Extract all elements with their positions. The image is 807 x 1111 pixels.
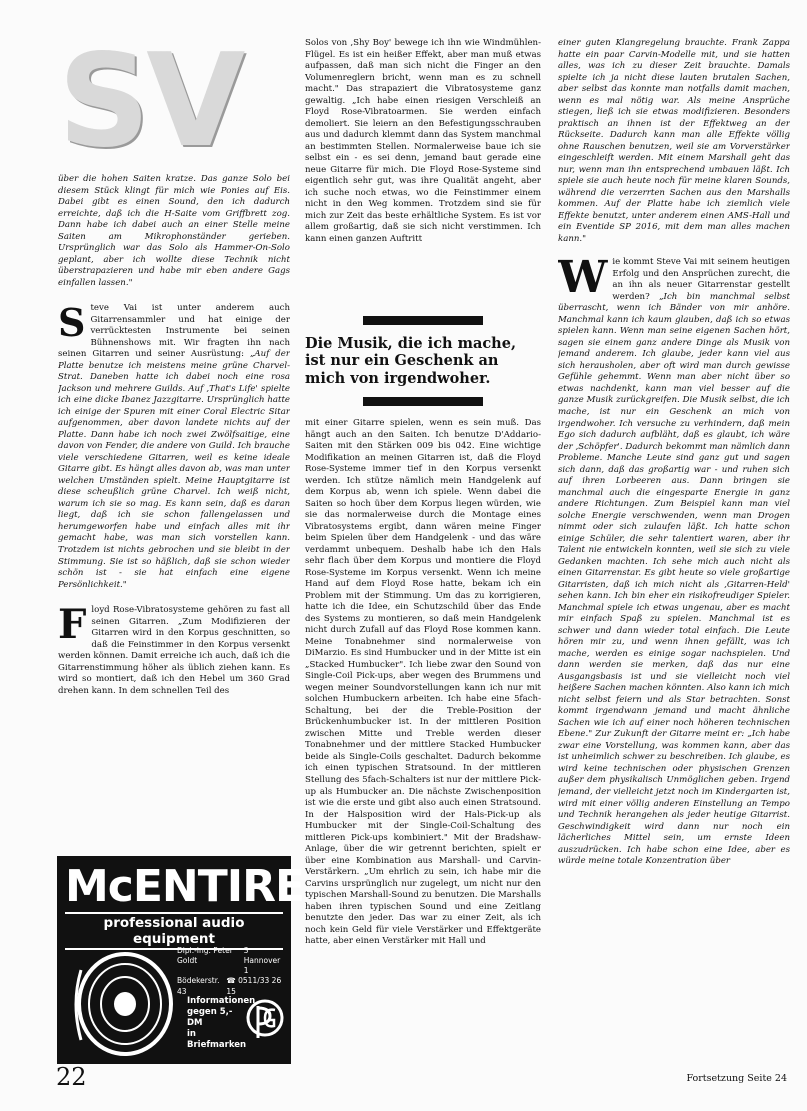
ad-contact-name: Dipl.-Ing. Peter Goldt [177, 946, 233, 966]
pull-quote [305, 316, 541, 406]
pull-quote-rule-top [363, 316, 483, 325]
column-2-bottom: mit einer Gitarre spielen, wenn es sein muß. Das hängt auch an den Saiten. Ich benutze D'Addario-Saiten mit den Stärken 009 bis 042. Eine wichtige Modifikation an meinen Gitarren ist, daß die Floyd Rose-Systeme immer tief in den Korpus versenkt werden. Ich stütze nämlich mein Handgelenk auf dem Korpus ab, wenn ich spiele. Wenn dabei die Saiten so hoch über dem Korpus liegen würden, wie sie das normalerweise durch die Montage eines Vibratosystems ergibt, dann wären meine Finger beim Spielen über dem Handgelenk - und das wäre verdammt unbequem. Deshalb habe ich den Hals sehr flach über dem Korpus und montiere die Floyd Rose-Systeme im Korpus versenkt. Wenn ich meine Hand auf dem Floyd Rose hatte, bekam ich ein Problem mit der Stimmung. Um das zu korrigieren, hatte ich die Idee, ein Schutzschild über das Ende des Systems zu montieren, so daß mein Handgelenk nicht durch Zufall auf das Floyd Rose kommen kann. Meine Tonabnehmer sind normalerweise von DiMarzio. Es sind Humbucker und in der Mitte ist ein „Stacked Humbucker". Ich liebe zwar den Sound von Single-Coil Pick-ups, aber wegen des Brummens und wegen meiner Soundvorstellungen kann ich nur mit solchen Humbuckern arbeiten. Ich habe eine 5fach-Schaltung, bei der die Treble-Position der Brückenhumbucker ist. In der mittleren Position zwischen Mitte und Treble werden dieser Tonabnehmer und der mittlere Stacked Humbucker beide als Single-Coils geschaltet. Dadurch bekomme ich einen typischen Stratsound. In der mittleren Stellung des 5fach-Schalters ist nur der mittlere Pick-up als Humbucker an. Die nächste Zwischenposition ist wie die erste und gibt also auch einen Stratsound. In der Halsposition wird der Hals-Pick-up als Humbucker mit der Single-Coil-Schaltung des mittleren Pick-ups kombiniert." Mit der Bradshaw-Anlage, über die wir getrennt berichten, spielt er über eine Kombination aus Marshall- und Carvin-Verstärkern. „Um ehrlich zu sein, ich habe mir die Carvins ursprünglich nur zugelegt, um nicht nur den typischen Marshall-Sound zu benutzen. Die Marshalls haben ihren typischen Sound und eine Zeitlang benutzte den jeder. Das war zu einer Zeit, als ich noch kein Geld für viele Verstärker und Effektgeräte hatte, aber einen Verstärker mit Hall und [305, 418, 541, 947]
ad-phone: ☎ 0511/33 26 15 [226, 976, 282, 996]
column-2-top: Solos von ‚Shy Boy' bewege ich ihn wie Windmühlen-Flügel. Es ist ein heißer Effekt, aber man muß etwas aufpassen, daß man sich nicht die Finger an den Volumenreglern bricht, wenn man es zu schnell macht." Das strapaziert die Vibratosysteme ganz gewaltig. „Ich habe einen riesigen Verschleiß an Floyd Rose-Vibratoarmen. Sie werden einfach demoliert. Sie leiern an den Befestigungsschrauben aus und dadurch klemmt dann das System manchmal an bestimmten Stellen. Normalerweise baue ich sie selbst ein - es sei denn, jemand baut gerade eine neue Gitarre für mich. Die Floyd Rose-Systeme sind eigentlich sehr gut, was ihre Qualität angeht, aber ich suche noch etwas, wo die Feinstimmer einem nicht in den Weg kommen. Trotzdem sind sie für mich zur Zeit das beste erhältliche System. Es ist vor allem großartig, daß sie sich nicht verstimmen. Ich kann einen ganzen Auftritt [305, 38, 541, 244]
speaker-icon [63, 940, 173, 1058]
col3-section [558, 252, 790, 867]
page-number: 22 [56, 1063, 87, 1091]
mcentire-advertisement [57, 856, 305, 1064]
column-1 [58, 174, 290, 854]
ad-info [187, 996, 256, 1051]
col1-section-1-quote: „Auf der Platte benutze ich meistens meine grüne Charvel-Strat. Daneben hatte ich dabei noch eine rosa Jackson und mehrere Guilds. Auf ‚That's Life' spielte ich eine dicke Ibanez Jazzgitarre. Ursprünglich hatte ich einige der Spuren mit einer Coral Electric Sitar aufgenommen, aber davon landete nichts auf der Platte. Dann habe ich noch zwei Zwölfsaitige, eine davon von Fender, die andere von Guild. Ich brauche viele verschiedene Gitarren, weil es keine ideale Gitarre gibt. Es hängt alles davon ab, was man unter welchen Umständen spielt. Meine Hauptgitarre ist diese scheußlich grüne Charvel. Ich weiß nicht, warum ich sie so mag. Es kann sein, daß es daran liegt, daß ich sie schon fallengelassen und herumgeworfen habe und einfach alles mit ihr gemacht habe, was man sich vorstellen kann. Trotzdem ist nichts gebrochen und sie bleibt in der Stimmung. Sie ist so häßlich, daß sie schon wieder schön ist - sie hat einfach eine eigene Persönlichkeit." [58, 349, 290, 590]
ad-info-line-1: Informationen [187, 996, 256, 1006]
ad-tagline: professional audio equipment [65, 912, 283, 950]
pull-quote-text: Die Musik, die ich mache, ist nur ein Geschenk an mich von irgendwoher. [305, 335, 516, 387]
column-3 [558, 38, 790, 1068]
continuation-note: Fortsetzung Seite 24 [686, 1073, 787, 1084]
col3-section-quote: „Ich bin manchmal selbst überrascht, wenn ich Bänder von mir anhöre. Manchmal kann ich kaum glauben, daß ich so etwas spielen kann. Wenn man seine eigenen Sachen hört, sagen sie einem ganz andere Dinge als Musik von jemand anderem. Ich glaube, jeder kann viel aus sich herausholen, aber oft wird man durch gewisse Gefühle gehemmt. Wenn man aber nicht über so etwas nachdenkt, kann man viel besser auf die ganze Musik zurückgreifen. Die Musik selbst, die ich mache, ist nur ein Geschenk an mich von irgendwoher. Ich versuche zu verhindern, daß mein Ego sich dadurch aufbläht, daß es glaubt, ich wäre der ‚Schöpfer'. Dadurch bekommt man nämlich dann Probleme. Manche Leute sind ganz gut und sagen sich dann, daß das großartig war - und ruhen sich auf ihren Lorbeeren aus. Dann bringen sie manchmal auch die eingesparte Energie in ganz andere Richtungen. Zum Beispiel kann man viel solche Energie verschwenden, wenn man Drogen nimmt oder sich zulaufen läßt. Ich hatte schon einige Schüler, die sehr talentiert waren, aber ihr Talent nie entwickeln konnten, weil sie sich zu viele Gedanken machten. Ich sehe mich auch nicht als einen Gitarrenstar. Es gibt heute so viele großartige Gitarristen, daß ich mich nicht als ‚Gitarren-Held' sehen kann. Ich bin eher ein risikofreudiger Spieler. Manchmal spiele ich etwas ungenau, aber es macht mir einfach Spaß zu spielen. Manchmal ist es schwer und dann wieder total einfach. Die Leute hören mir zu, und wenn ihnen gefällt, was ich mache, werden es einige sogar nachspielen. Und dann werden sie merken, daß das nur eine Ausgangsbasis ist und sie vielleicht noch viel heißere Sachen machen könnten. Also kann ich mich nicht selbst feiern und als Star betrachten. Sonst kommt irgendwann jemand und macht ähnliche Sachen wie ich auf einer noch höheren technischen Ebene." Zur Zukunft der Gitarre meint er: „Ich habe zwar eine Vorstellung, was kommen kann, aber das ist unheimlich schwer zu beschreiben. Ich glaube, es wird keine technischen oder physischen Grenzen außer dem physikalisch Unmöglichen geben. Irgend jemand, der vielleicht jetzt noch im Kindergarten ist, wird mit einer völlig anderen Einstellung an Tempo und Technik herangehen als jeder heutige Gitarrist. Geschwindigkeit wird dann nur noch ein lächerliches Mittel sein, um ernste Ideen auszudrücken. Ich habe schon eine Idee, aber es würde meine totale Konzentration über [558, 291, 790, 867]
col1-top-text: über die hohen Saiten kratze. Das ganze Solo bei diesem Stück klingt für mich wie Ponies auf Eis. Dabei gibt es einen Sound, den ich dadurch erreichte, daß ich die H-Saite vom Griffbrett zog. Dann habe ich dabei auch an einer Stelle meine Saiten am Mikrophonständer gerieben. Ursprünglich war das Solo als Hammer-On-Solo geplant, aber ich wollte diese Technik nicht überstrapazieren und habe mir eben andere Gags einfallen lassen." [58, 174, 290, 288]
sv-logo: SV [58, 38, 248, 170]
col1-section-1 [58, 300, 290, 591]
ad-address [177, 946, 287, 997]
ad-info-line-2: gegen 5,- DM [187, 1007, 233, 1029]
ad-name-line [177, 946, 287, 976]
col3-top-text: einer guten Klangregelung brauchte. Frank Zappa hatte ein paar Carvin-Modelle mit, und sie hatten alles, was ich zu dieser Zeit brauchte. Damals spielte ich ja nicht diese lauten brutalen Sachen, aber selbst das konnte man notfalls damit machen, wenn es mal nötig war. Als meine Ansprüche stiegen, ließ ich sie etwas modifizieren. Besonders praktisch an ihnen ist der Effektweg an der Rückseite. Dadurch kann man alle Effekte völlig ohne Rauschen benutzen, weil sie am Vorverstärker eingeschleift werden. Mit einem Marshall geht das nur, wenn man ihn entsprechend umbauen läßt. Ich spiele sie auch heute noch für meine klaren Sounds, während die verzerrten Sachen aus den Marshalls kommen. Auf der Platte habe ich ziemlich viele Effekte benutzt, unter anderem einen AMS-Hall und ein Eventide SP 2016, mit dem man alles machen kann." [558, 38, 790, 244]
ad-info-line-3: in Briefmarken [187, 1029, 247, 1051]
dropcap-w: W [558, 252, 608, 304]
ad-brand: McENTIRE [65, 861, 305, 912]
ad-street: Bödekerstr. 43 [177, 976, 220, 996]
pull-quote-rule-bottom [363, 397, 483, 406]
col1-section-2-text: loyd Rose-Vibratosysteme gehören zu fast all seinen Gitarren. „Zum Modifizieren der Gitarren wird in den Korpus geschnitten, so daß die Feinstimmer in den Korpus versenkt werden können. Damit erreiche ich auch, daß ich die Gitarrenstimmung höher als üblich ziehen kann. Es wird so montiert, daß ich den Hebel um 360 Grad drehen kann. In dem schnellen Teil des [58, 605, 290, 696]
col3-section-intro: ie kommt Steve Vai mit seinem heutigen Erfolg und den Ansprüchen zurecht, die an ihn als neuer Gitarrenstar gestellt werden? [612, 257, 790, 302]
dropcap-f: F [58, 601, 87, 649]
ad-city: 3 Hannover 1 [243, 946, 281, 976]
pg-logo-icon [245, 994, 285, 1048]
dropcap-s: S [58, 300, 86, 346]
col1-section-1-intro: teve Vai ist unter anderem auch Gitarrensammler und hat einige der verrücktesten Instrumente bei seinen Bühnenshows mit. Wir fragten ihn nach seinen Gitarren und seiner Ausrüstung: [58, 303, 290, 360]
col1-section-2 [58, 601, 290, 697]
